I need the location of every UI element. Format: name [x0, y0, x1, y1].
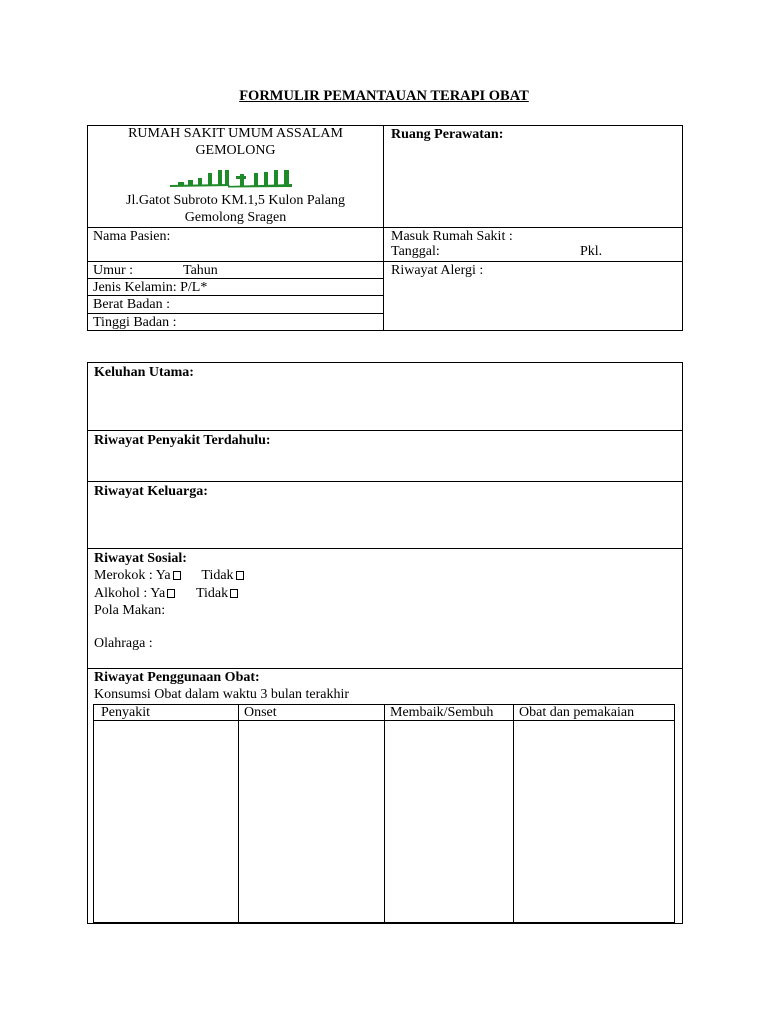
drug-table-header-membaik: Membaik/Sembuh — [390, 705, 494, 720]
tinggi-badan-label: Tinggi Badan : — [93, 315, 177, 330]
riwayat-sosial-label: Riwayat Sosial: — [94, 551, 187, 566]
riwayat-penyakit-label: Riwayat Penyakit Terdahulu: — [94, 433, 271, 448]
konsumsi-obat-label: Konsumsi Obat dalam waktu 3 bulan terakhir — [94, 687, 350, 702]
alkohol-tidak-checkbox[interactable] — [230, 589, 238, 598]
alkohol-row — [94, 585, 238, 602]
merokok-ya-label: Ya — [155, 568, 171, 583]
hospital-address-line1: Jl.Gatot Subroto KM.1,5 Kulon Palang — [126, 193, 345, 208]
drug-table-header-obat: Obat dan pemakaian — [519, 705, 635, 720]
header-table-divider — [383, 125, 384, 331]
merokok-tidak-label: Tidak — [201, 568, 234, 583]
hospital-logo — [168, 168, 294, 188]
hospital-address-line2: Gemolong Sragen — [184, 210, 287, 225]
alkohol-tidak-label: Tidak — [195, 586, 229, 601]
alkohol-ya-checkbox[interactable] — [167, 589, 175, 598]
merokok-tidak-checkbox[interactable] — [236, 571, 244, 580]
tanggal-label: Tanggal: — [391, 244, 440, 259]
riwayat-keluarga-label: Riwayat Keluarga: — [94, 484, 208, 499]
merokok-row — [94, 567, 244, 584]
drug-table-header-penyakit: Penyakit — [101, 705, 150, 720]
hospital-name — [88, 125, 383, 159]
alkohol-ya-label: Ya — [150, 586, 166, 601]
nama-pasien-label: Nama Pasien: — [93, 229, 171, 244]
masuk-rs-label: Masuk Rumah Sakit : — [391, 229, 513, 244]
olahraga-label: Olahraga : — [94, 636, 153, 651]
alkohol-label: Alkohol : — [94, 586, 148, 601]
pola-makan-label: Pola Makan: — [94, 603, 166, 618]
riwayat-obat-label: Riwayat Penggunaan Obat: — [94, 670, 260, 685]
hospital-name-line1: RUMAH SAKIT UMUM ASSALAM — [128, 126, 343, 141]
pkl-label: Pkl. — [580, 244, 603, 259]
jenis-kelamin-label: Jenis Kelamin: P/L* — [93, 280, 208, 295]
form-title: FORMULIR PEMANTAUAN TERAPI OBAT — [239, 88, 529, 104]
ruang-perawatan-label: Ruang Perawatan: — [391, 127, 504, 142]
umur-label: Umur : — [93, 263, 134, 278]
riwayat-alergi-label: Riwayat Alergi : — [391, 263, 484, 278]
tahun-label: Tahun — [183, 263, 218, 278]
berat-badan-label: Berat Badan : — [93, 297, 170, 312]
drug-table-header-onset: Onset — [244, 705, 277, 720]
keluhan-utama-label: Keluhan Utama: — [94, 365, 194, 380]
hospital-address — [88, 192, 383, 226]
hospital-name-line2: GEMOLONG — [195, 143, 276, 158]
merokok-label: Merokok : — [94, 568, 153, 583]
merokok-ya-checkbox[interactable] — [173, 571, 181, 580]
